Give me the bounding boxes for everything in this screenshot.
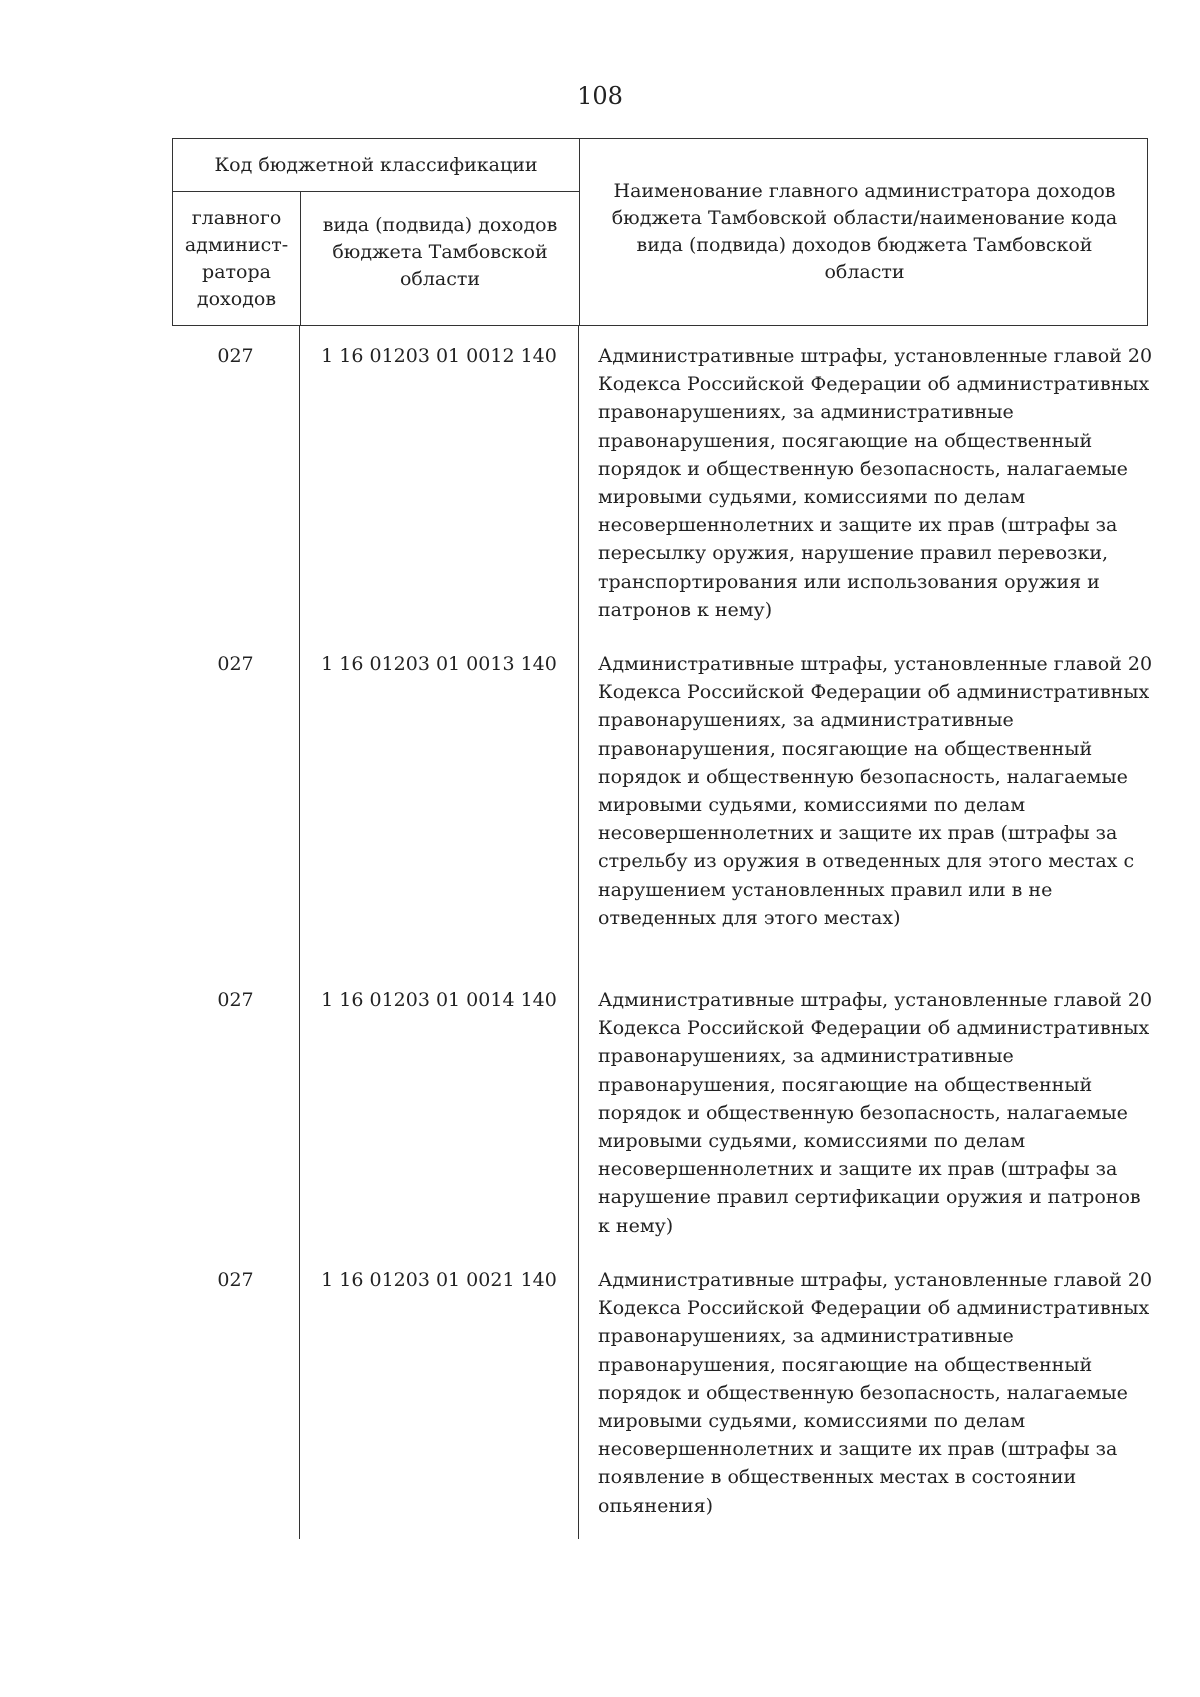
header-col-name: Наименование главного администратора доходов бюджета Тамбовской области/наименование кода вида (подвида) доходов бюджета Тамбовской области	[611, 180, 1118, 283]
row-admin-code: 027	[217, 345, 254, 367]
row-income-code: 1 16 01203 01 0012 140	[321, 345, 557, 367]
header-col-admin: главного админист-ратора доходов	[184, 206, 289, 310]
row-description: Административные штрафы, установленные главой 20 Кодекса Российской Федерации об административных правонарушениях, за административные правонарушения, посягающие на общественный порядок и общественную безопасность, налагаемые мировыми судьями, комиссиями по делам несовершеннолетних и защите их прав (штрафы за пересылку оружия, нарушение правил перевозки, транспортирования или использования оружия и патронов к нему)	[598, 345, 1153, 621]
row-income-code: 1 16 01203 01 0013 140	[321, 653, 557, 675]
column-divider	[299, 326, 300, 1539]
row-admin-code: 027	[217, 653, 254, 675]
row-description: Административные штрафы, установленные главой 20 Кодекса Российской Федерации об административных правонарушениях, за административные правонарушения, посягающие на общественный порядок и общественную безопасность, налагаемые мировыми судьями, комиссиями по делам несовершеннолетних и защите их прав (штрафы за стрельбу из оружия в отведенных для этого местах с нарушением установленных правил или в не отведенных для этого местах)	[598, 653, 1153, 929]
row-income-code: 1 16 01203 01 0021 140	[321, 1269, 557, 1291]
page-number: 108	[577, 82, 623, 110]
row-description: Административные штрафы, установленные главой 20 Кодекса Российской Федерации об административных правонарушениях, за административные правонарушения, посягающие на общественный порядок и общественную безопасность, налагаемые мировыми судьями, комиссиями по делам несовершеннолетних и защите их прав (штрафы за появление в общественных местах в состоянии опьянения)	[598, 1269, 1153, 1517]
row-description: Административные штрафы, установленные главой 20 Кодекса Российской Федерации об административных правонарушениях, за административные правонарушения, посягающие на общественный порядок и общественную безопасность, налагаемые мировыми судьями, комиссиями по делам несовершеннолетних и защите их прав (штрафы за нарушение правил сертификации оружия и патронов к нему)	[598, 989, 1153, 1237]
row-admin-code: 027	[217, 1269, 254, 1291]
row-income-code: 1 16 01203 01 0014 140	[321, 989, 557, 1011]
header-col-kind: вида (подвида) доходов бюджета Тамбовской области	[322, 213, 558, 290]
header-group-title: Код бюджетной классификации	[214, 153, 538, 176]
column-divider	[578, 326, 579, 1539]
row-admin-code: 027	[217, 989, 254, 1011]
table-header	[172, 138, 1148, 326]
